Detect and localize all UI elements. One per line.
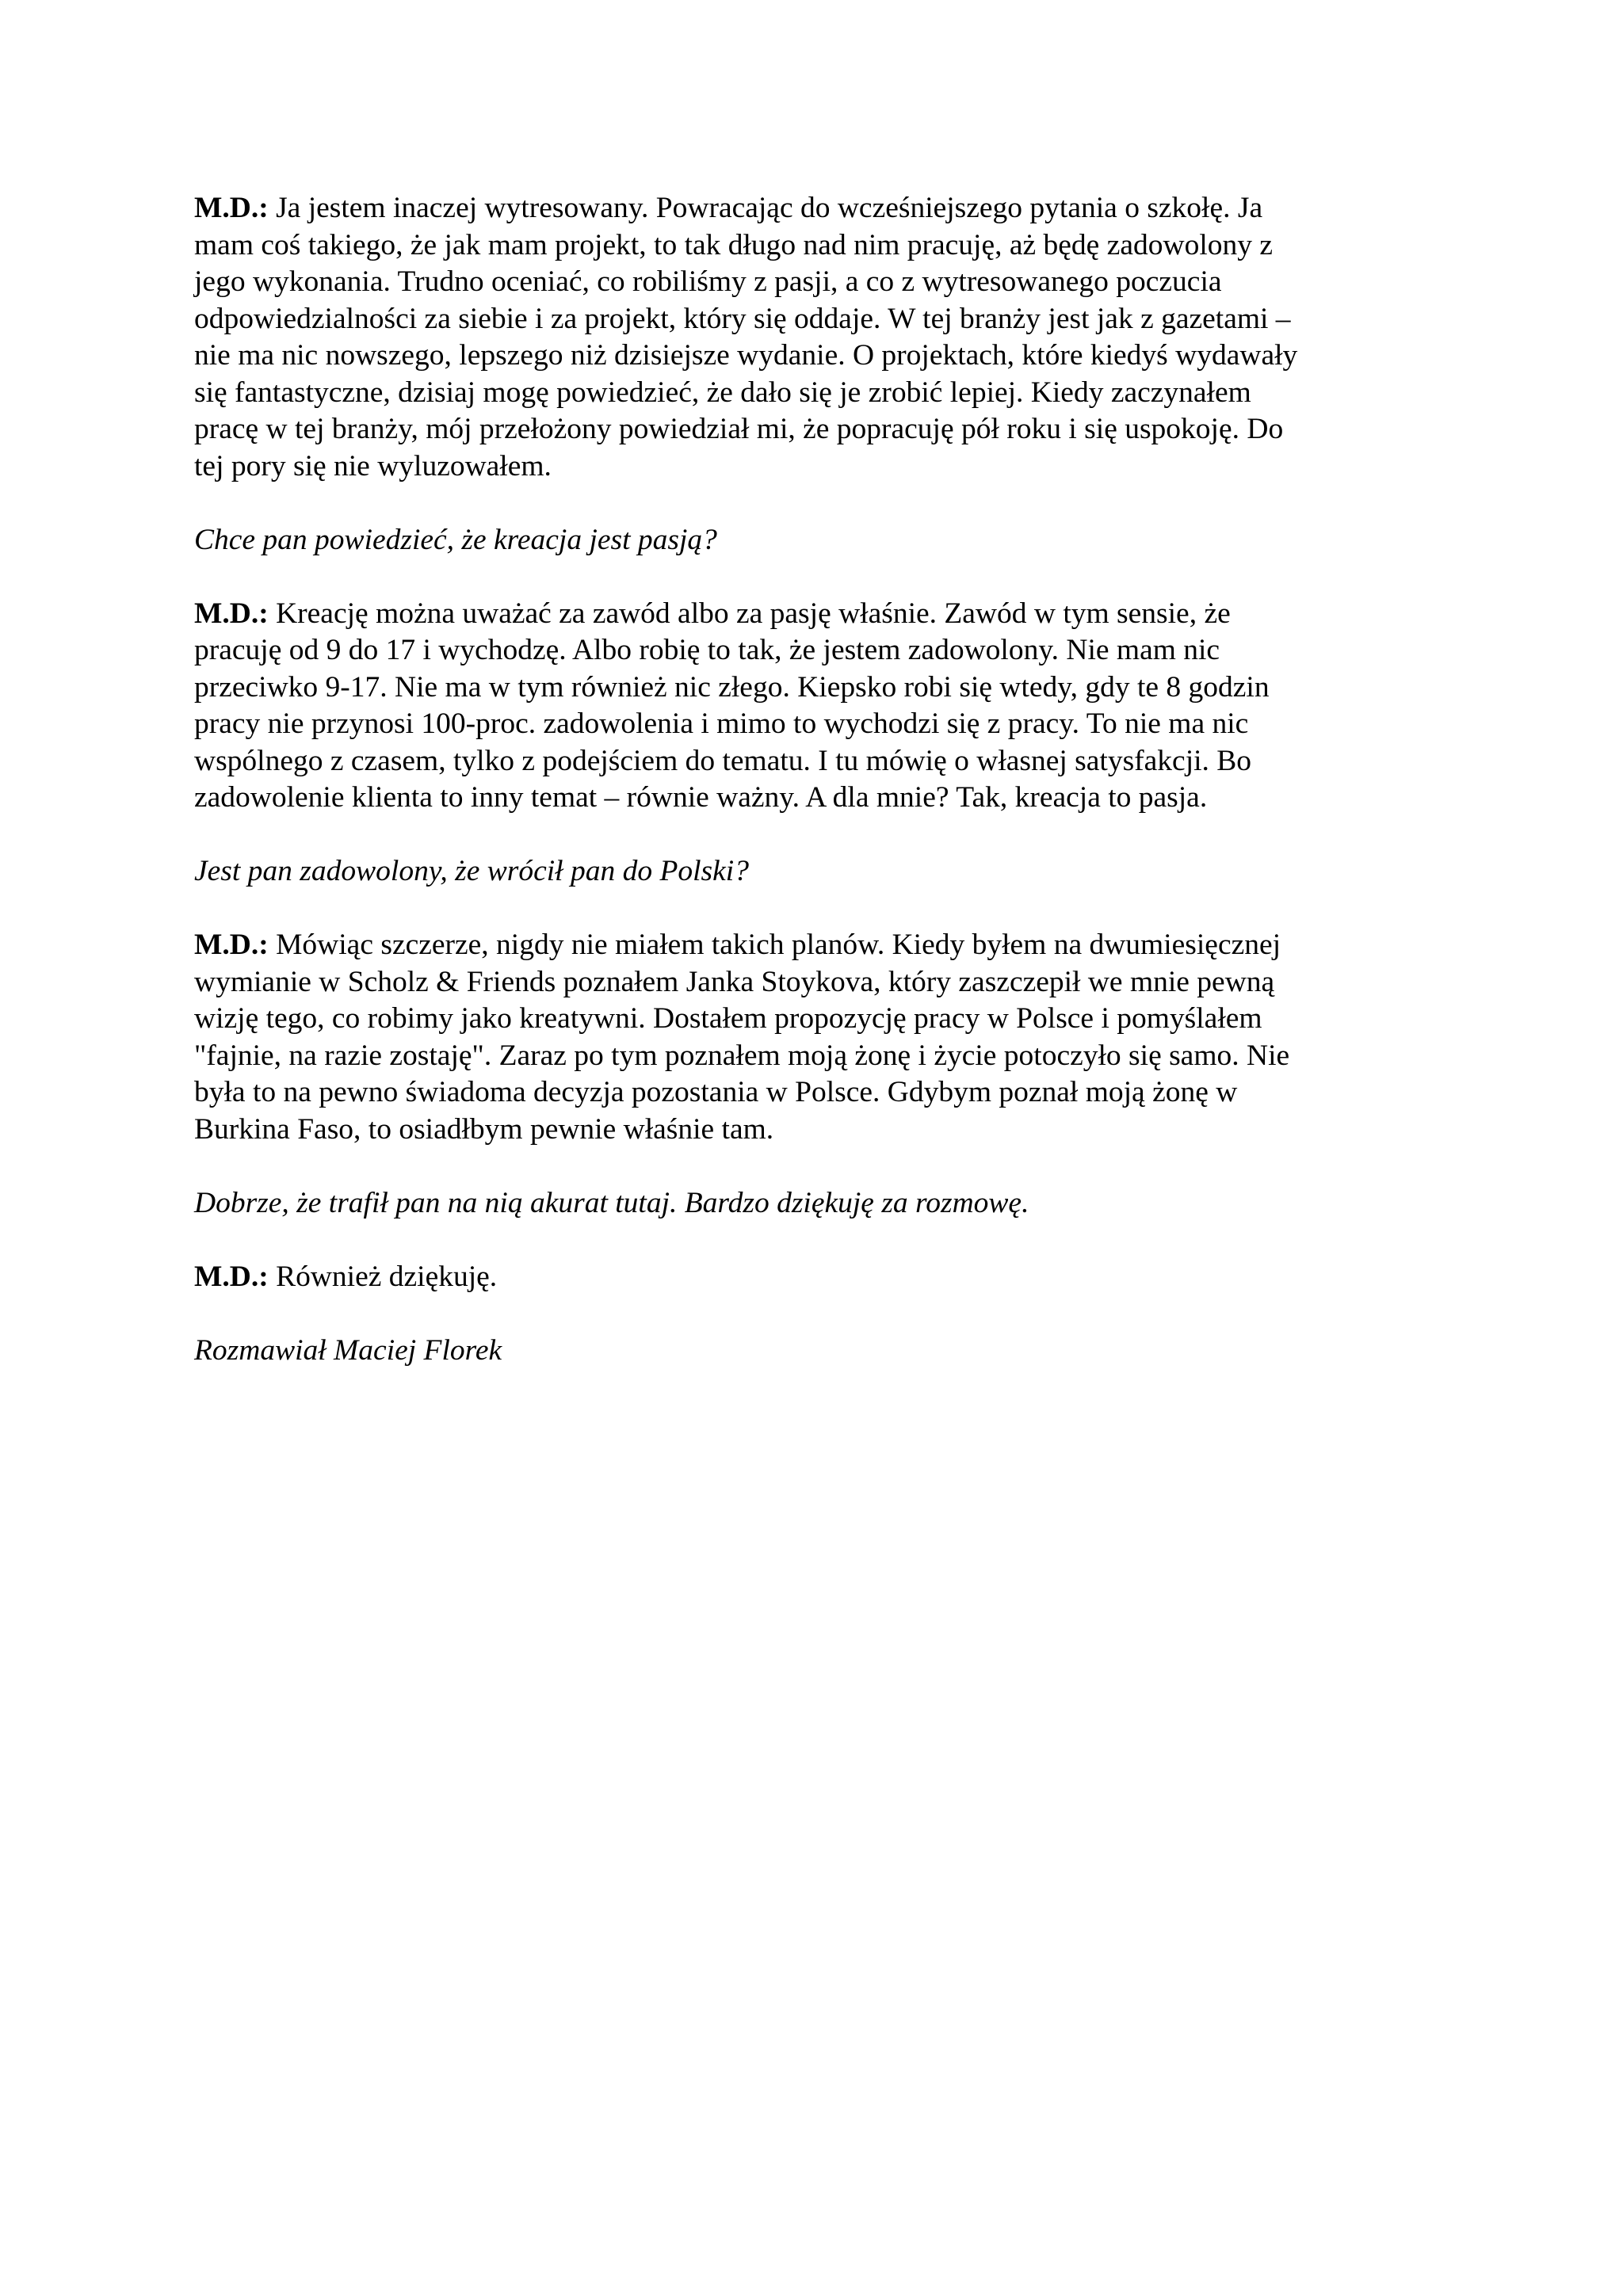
text-line: się fantastyczne, dzisiaj mogę powiedzieć, że dało się je zrobić lepiej. Kiedy zaczynałem <box>194 376 1251 409</box>
text-line: wizję tego, co robimy jako kreatywni. Dostałem propozycję pracy w Polsce i pomyślałem <box>194 1002 1262 1035</box>
question-paragraph <box>194 522 1446 559</box>
interviewer-credit <box>194 1333 1446 1370</box>
answer-paragraph <box>194 1259 1446 1296</box>
text-line <box>194 596 1446 633</box>
text-line: tej pory się nie wyluzowałem. <box>194 449 552 482</box>
text-line: "fajnie, na razie zostaję". Zaraz po tym poznałem moją żonę i życie potoczyło się samo. Nie <box>194 1039 1290 1072</box>
answer-text: Kreację można uważać za zawód albo za pasję właśnie. Zawód w tym sensie, że <box>268 597 1231 630</box>
text-line: mam coś takiego, że jak mam projekt, to tak długo nad nim pracuję, aż będę zadowolony z <box>194 228 1274 261</box>
text-line: pracy nie przynosi 100-proc. zadowolenia i mimo to wychodzi się z pracy. To nie ma nic <box>194 707 1249 740</box>
credit-text: Rozmawiał Maciej Florek <box>194 1333 502 1367</box>
text-line: wymianie w Scholz & Friends poznałem Janka Stoykova, który zaszczepił we mnie pewną <box>194 965 1275 998</box>
text-line: pracuję od 9 do 17 i wychodzę. Albo robię to tak, że jestem zadowolony. Nie mam nic <box>194 634 1220 666</box>
text-line: była to na pewno świadoma decyzja pozostania w Polsce. Gdybym poznał moją żonę w <box>194 1076 1238 1108</box>
speaker-label: M.D.: <box>194 597 269 630</box>
speaker-label: M.D.: <box>194 192 269 224</box>
answer-text: Również dziękuję. <box>268 1260 498 1293</box>
text-line: nie ma nic nowszego, lepszego niż dzisiejsze wydanie. O projektach, które kiedyś wydawały <box>194 339 1298 372</box>
question-text: Jest pan zadowolony, że wrócił pan do Polski? <box>194 855 749 887</box>
text-line <box>194 190 1446 227</box>
text-line: pracę w tej branży, mój przełożony powiedział mi, że popracuję pół roku i się uspokoję. Do <box>194 413 1284 445</box>
text-line: wspólnego z czasem, tylko z podejściem do tematu. I tu mówię o własnej satysfakcji. Bo <box>194 744 1252 777</box>
question-paragraph <box>194 1185 1446 1222</box>
text-line: zadowolenie klienta to inny temat – równie ważny. A dla mnie? Tak, kreacja to pasja. <box>194 781 1208 814</box>
text-line <box>194 927 1446 964</box>
speaker-label: M.D.: <box>194 929 269 961</box>
text-line: odpowiedzialności za siebie i za projekt, który się oddaje. W tej branży jest jak z gazetami – <box>194 302 1291 335</box>
answer-paragraph <box>194 927 1446 1148</box>
text-line: Burkina Faso, to osiadłbym pewnie właśnie tam. <box>194 1112 774 1146</box>
answer-text: Mówiąc szczerze, nigdy nie miałem takich planów. Kiedy byłem na dwumiesięcznej <box>268 929 1281 961</box>
answer-paragraph <box>194 190 1446 485</box>
text-line: przeciwko 9-17. Nie ma w tym również nic złego. Kiepsko robi się wtedy, gdy te 8 godzin <box>194 670 1270 704</box>
document-page <box>194 190 1446 1406</box>
speaker-label: M.D.: <box>194 1260 269 1293</box>
text-line: jego wykonania. Trudno oceniać, co robiliśmy z pasji, a co z wytresowanego poczucia <box>194 265 1222 298</box>
question-text: Dobrze, że trafił pan na nią akurat tutaj. Bardzo dziękuję za rozmowę. <box>194 1186 1029 1219</box>
question-paragraph <box>194 853 1446 891</box>
answer-paragraph <box>194 596 1446 817</box>
text-line <box>194 1259 1446 1296</box>
question-text: Chce pan powiedzieć, że kreacja jest pasją? <box>194 523 717 556</box>
answer-text: Ja jestem inaczej wytresowany. Powracając do wcześniejszego pytania o szkołę. Ja <box>268 192 1263 224</box>
